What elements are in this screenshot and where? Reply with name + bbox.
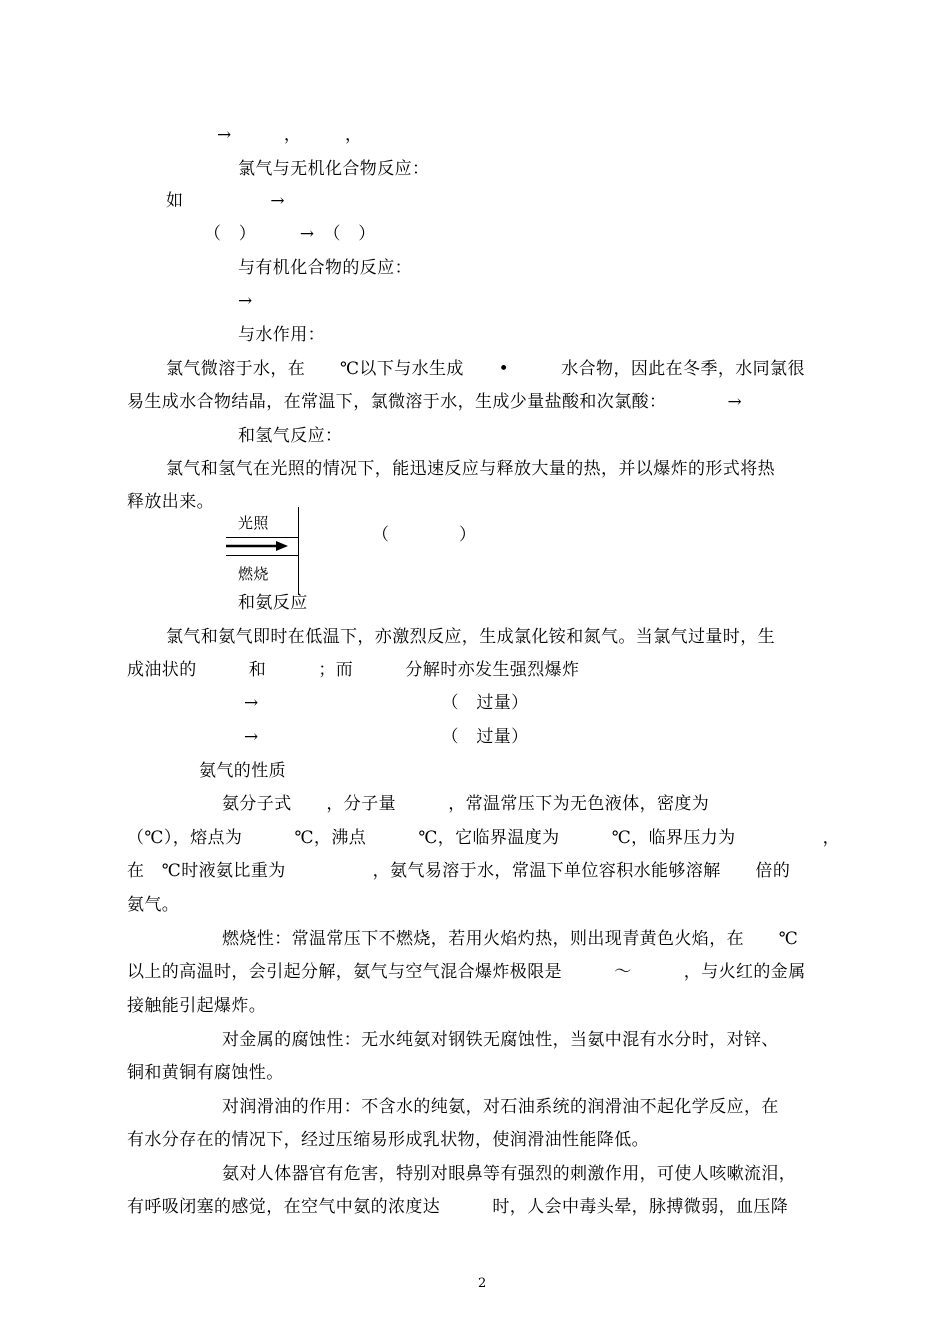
text-line: → xyxy=(238,291,253,311)
section-heading: 氯气与无机化合物反应： xyxy=(238,159,430,179)
paragraph-line: 易生成水合物结晶，在常温下，氯微溶于水，生成少量盐酸和次氯酸： → xyxy=(127,392,743,412)
paragraph-line: 在 ℃时液氨比重为 ，氨气易溶于水，常温下单位容积水能够溶解 倍的 xyxy=(127,861,791,881)
section-heading: 与有机化合物的反应： xyxy=(238,258,412,278)
section-heading: 与水作用： xyxy=(238,325,325,345)
paragraph-line: 氨气。 xyxy=(127,895,180,915)
section-heading: 氨气的性质 xyxy=(199,761,286,781)
text-line: （ ） → （ ） xyxy=(204,224,376,244)
diagram-bottom-label: 燃烧 xyxy=(238,565,269,583)
paragraph-line: 以上的高温时，会引起分解，氨气与空气混合爆炸极限是 ～ ，与火红的金属 xyxy=(127,962,806,982)
text-line: 如 → xyxy=(166,191,286,211)
diagram-rule-bottom xyxy=(226,555,298,556)
paragraph-line: 成油状的 和 ；而 分解时亦发生强烈爆炸 xyxy=(127,660,580,680)
paragraph-line: 氯气和氨气即时在低温下，亦激烈反应，生成氯化铵和氮气。当氯气过量时，生 xyxy=(166,627,775,647)
text-line: （ ） xyxy=(372,525,477,545)
paragraph-line: 有呼吸闭塞的感觉，在空气中氨的浓度达 时，人会中毒头晕，脉搏微弱，血压降 xyxy=(127,1197,789,1217)
diagram-rule-top xyxy=(226,537,298,538)
diagram-vertical-rule xyxy=(298,507,299,595)
paragraph-line: 氨对人体器官有危害，特别对眼鼻等有强烈的刺激作用，可使人咳嗽流泪， xyxy=(222,1164,797,1184)
paragraph-line: 对金属的腐蚀性：无水纯氨对钢铁无腐蚀性，当氨中混有水分时，对锌、 xyxy=(222,1030,779,1050)
reaction-arrow-icon xyxy=(226,539,290,553)
paragraph-line: 有水分存在的情况下，经过压缩易形成乳状物，使润滑油性能降低。 xyxy=(127,1130,649,1150)
paragraph-line: 氨分子式 ，分子量 ，常温常压下为无色液体，密度为 xyxy=(222,794,710,814)
section-heading: 和氨反应 xyxy=(238,593,308,613)
text-line: → （ 过量） xyxy=(244,693,529,713)
paragraph-line: 对润滑油的作用：不含水的纯氨，对石油系统的润滑油不起化学反应，在 xyxy=(222,1097,779,1117)
page-number: 2 xyxy=(478,1276,487,1291)
paragraph-line: 接触能引起爆炸。 xyxy=(127,996,267,1016)
paragraph-line: 氯气微溶于水，在 ℃以下与水生成 • 水合物，因此在冬季，水同氯很 xyxy=(166,359,805,379)
section-heading: 和氢气反应： xyxy=(238,426,343,446)
diagram-top-label: 光照 xyxy=(238,514,269,532)
paragraph-line: 释放出来。 xyxy=(127,492,214,512)
text-line: → （ 过量） xyxy=(244,727,529,747)
paragraph-line: 铜和黄铜有腐蚀性。 xyxy=(127,1063,284,1083)
paragraph-line: 燃烧性：常温常压下不燃烧，若用火焰灼热，则出现青黄色火焰，在 ℃ xyxy=(222,929,799,949)
text-line: → ， ， xyxy=(217,125,363,145)
paragraph-line: （℃），熔点为 ℃，沸点 ℃，它临界温度为 ℃，临界压力为 ， xyxy=(127,828,840,848)
paragraph-line: 氯气和氢气在光照的情况下，能迅速反应与释放大量的热，并以爆炸的形式将热 xyxy=(166,459,775,479)
